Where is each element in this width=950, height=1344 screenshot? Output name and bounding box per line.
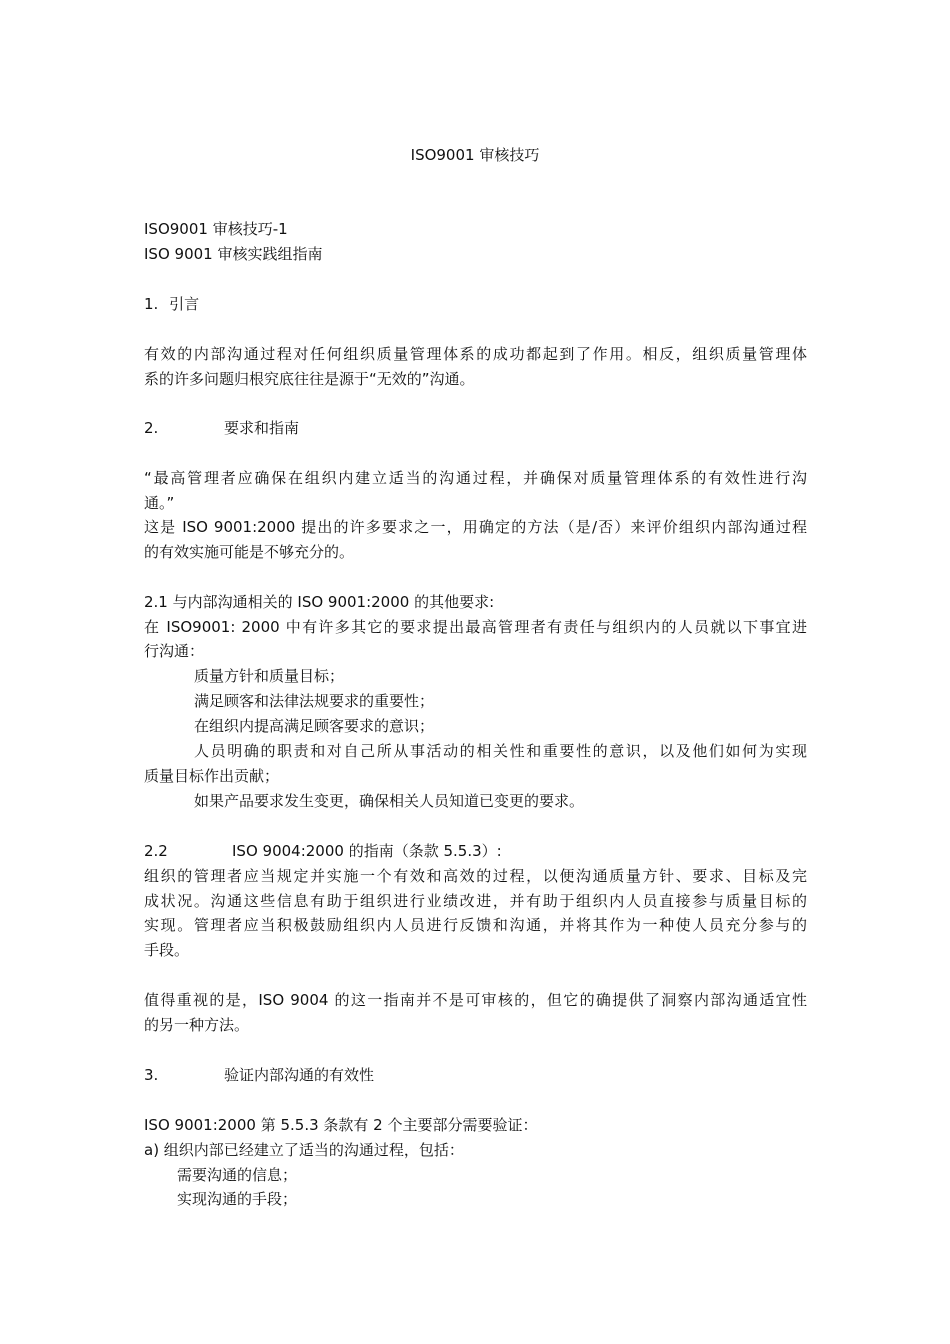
section-2-title: 要求和指南 [224,419,300,437]
section-2-2-title: ISO 9004:2000 的指南（条款 5.5.3）: [232,842,502,860]
para-4-line-2: 成状况。沟通这些信息有助于组织进行业绩改进，并有助于组织内人员直接参与质量目标的 [144,892,807,910]
section-3-title: 验证内部沟通的有效性 [224,1066,375,1084]
section-2-number: 2. [144,419,159,437]
para-5-line-1: 值得重视的是，ISO 9004 的这一指南并不是可审核的，但它的确提供了洞察内部沟通适宜性 [144,991,807,1009]
list-item: 需要沟通的信息； [177,1166,298,1184]
para-3-line-2: 行沟通： [144,642,205,660]
para-2-line-2: 的有效实施可能是不够充分的。 [144,543,355,561]
section-2-1-heading: 2.1 与内部沟通相关的 ISO 9001:2000 的其他要求: [144,593,495,611]
para-5-line-2: 的另一种方法。 [144,1016,250,1034]
subtitle-1: ISO9001 审核技巧-1 [144,220,288,238]
para-2-line-1: 这是 ISO 9001:2000 提出的许多要求之一，用确定的方法（是/否）来评价组织内部沟通过程 [144,518,807,536]
para-1-line-2: 系的许多问题归根究底往往是源于“无效的”沟通。 [144,370,475,388]
list-item: 满足顾客和法律法规要求的重要性； [194,692,435,710]
list-item: 人员明确的职责和对自己所从事活动的相关性和重要性的意识，以及他们如何为实现 [194,742,807,760]
list-item: 在组织内提高满足顾客要求的意识； [194,717,435,735]
section-2-2-number: 2.2 [144,842,168,860]
list-item: 实现沟通的手段； [177,1190,298,1208]
section-3-number: 3. [144,1066,159,1084]
section-1-title: 引言 [169,295,200,313]
para-3-line-1: 在 ISO9001: 2000 中有许多其它的要求提出最高管理者有责任与组织内的人员就以下事宜进 [144,618,807,636]
subtitle-2: ISO 9001 审核实践组指南 [144,245,323,263]
quote-line-2: 通。” [144,494,175,512]
section-3-heading [144,1065,374,1085]
section-1-heading [144,294,199,314]
section-2-2-heading [144,841,502,861]
para-4-line-4: 手段。 [144,941,190,959]
list-item: 质量方针和质量目标； [194,667,345,685]
list-item-continuation: 质量目标作出贡献； [144,767,280,785]
section-1-number: 1. [144,295,159,313]
para-1-line-1: 有效的内部沟通过程对任何组织质量管理体系的成功都起到了作用。相反，组织质量管理体 [144,345,807,363]
quote-line-1: “最高管理者应确保在组织内建立适当的沟通过程，并确保对质量管理体系的有效性进行沟 [144,469,807,487]
para-4-line-1: 组织的管理者应当规定并实施一个有效和高效的过程，以便沟通质量方针、要求、目标及完 [144,867,807,885]
document-title: ISO9001 审核技巧 [410,146,540,164]
list-item: 如果产品要求发生变更，确保相关人员知道已变更的要求。 [194,792,585,810]
section-2-heading [144,418,299,438]
item-a: a) 组织内部已经建立了适当的沟通过程，包括： [144,1141,464,1159]
para-4-line-3: 实现。管理者应当积极鼓励组织内人员进行反馈和沟通，并将其作为一种使人员充分参与的 [144,916,807,934]
para-6: ISO 9001:2000 第 5.5.3 条款有 2 个主要部分需要验证： [144,1116,538,1134]
